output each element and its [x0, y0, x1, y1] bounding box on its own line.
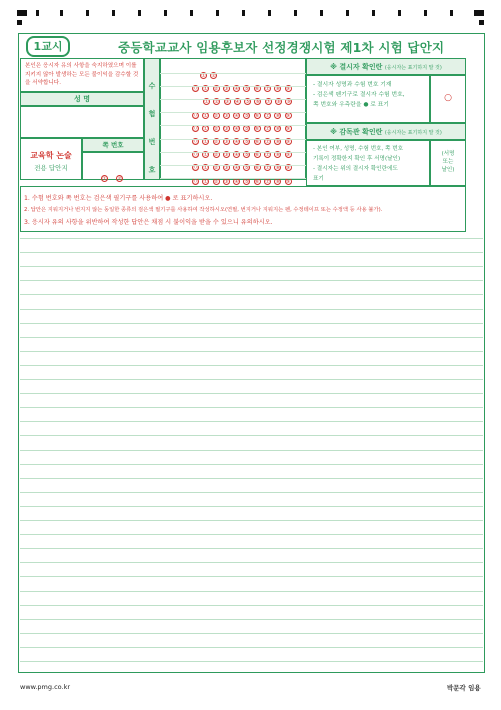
exam-digit-bubble[interactable]: ① — [203, 125, 209, 132]
answer-line — [20, 548, 483, 549]
answer-line — [20, 534, 483, 535]
exam-digit-bubble[interactable]: ③ — [224, 99, 230, 106]
absent-check-body — [306, 75, 430, 123]
exam-number-char-3: 번 — [148, 138, 156, 146]
answer-line — [20, 309, 483, 310]
answer-line — [20, 562, 483, 563]
answer-line — [20, 238, 483, 239]
exam-row-divider — [160, 165, 306, 166]
exam-digit-bubble[interactable]: ⑨ — [285, 178, 291, 185]
exam-digit-bubble[interactable]: ⓪ — [193, 165, 199, 172]
timing-mark-13 — [346, 10, 349, 16]
exam-digit-bubble[interactable]: ⑧ — [275, 125, 281, 132]
exam-row-divider — [160, 125, 306, 126]
exam-digit-bubble[interactable]: ① — [204, 99, 209, 106]
exam-digit-bubble[interactable]: ⑦ — [265, 125, 270, 132]
timing-mark-8 — [216, 10, 219, 16]
exam-digit-bubble[interactable]: ⑨ — [285, 125, 291, 132]
exam-digit-bubble[interactable]: ⑥ — [255, 125, 260, 132]
exam-digit-bubble[interactable]: ⑤ — [244, 178, 250, 185]
subject-title: 교육학 논술 — [30, 151, 72, 160]
exam-row-divider — [160, 152, 306, 153]
exam-digit-bubble[interactable]: ⑥ — [255, 99, 261, 106]
timing-mark-9 — [242, 10, 245, 16]
absent-item-2: - 검은색 펜기구로 결시자 수험 번호, — [313, 92, 405, 98]
exam-digit-bubble[interactable]: ⑨ — [285, 86, 291, 93]
exam-digit-bubble[interactable]: ② — [214, 99, 220, 106]
answer-line — [20, 379, 483, 380]
timing-mark-right — [474, 10, 484, 16]
exam-digit-bubble[interactable]: ① — [203, 152, 209, 159]
exam-digit-bubble[interactable]: ④ — [234, 152, 239, 159]
exam-digit-bubble[interactable]: ④ — [235, 99, 240, 106]
exam-row-divider — [160, 99, 306, 100]
exam-digit-bubble[interactable]: ⑧ — [275, 86, 281, 93]
exam-digit-bubble[interactable]: ④ — [234, 86, 239, 93]
exam-digit-bubble[interactable]: ⓪ — [193, 86, 199, 93]
exam-number-char-2: 험 — [148, 110, 156, 118]
supervisor-item-3: - 결시자는 위의 결시자 확인란에도 — [313, 166, 398, 172]
exam-row-divider — [160, 178, 306, 179]
exam-digit-row-9 — [192, 168, 295, 187]
exam-digit-bubble[interactable]: ① — [203, 165, 209, 172]
exam-digit-bubble[interactable]: ③ — [224, 178, 229, 185]
exam-digit-bubble[interactable]: ⑤ — [244, 125, 250, 132]
exam-digit-bubble[interactable]: ⑤ — [244, 152, 250, 159]
exam-digit-bubble[interactable]: ⑦ — [265, 112, 270, 119]
name-label: 성 명 — [20, 92, 144, 106]
footer-url: www.pmg.co.kr — [20, 683, 71, 691]
answer-line — [20, 407, 483, 408]
exam-digit-bubble[interactable]: ⑧ — [275, 139, 281, 145]
answer-line — [20, 661, 483, 662]
timing-mark-7 — [190, 10, 193, 16]
exam-digit-bubble[interactable]: ① — [203, 112, 209, 119]
exam-digit-bubble[interactable]: ⑤ — [244, 112, 250, 119]
absent-item-3: 쪽 번호와 우측란을 ● 로 표기 — [313, 102, 389, 108]
exam-row-divider — [160, 112, 306, 113]
supervisor-item-1: - 본인 여부, 성명, 수험 번호, 쪽 번호 — [313, 146, 404, 152]
answer-line — [20, 435, 483, 436]
exam-digit-bubble[interactable]: ② — [213, 125, 219, 132]
corner-mark-tl — [17, 20, 22, 25]
timing-mark-11 — [294, 10, 297, 16]
timing-mark-5 — [138, 10, 141, 16]
timing-mark-1 — [36, 10, 39, 16]
exam-digit-bubble[interactable]: ⑨ — [285, 139, 291, 145]
exam-digit-bubble[interactable]: ② — [213, 152, 219, 159]
answer-line — [20, 266, 483, 267]
exam-digit-bubble[interactable]: ⑦ — [265, 86, 270, 93]
exam-digit-bubble[interactable]: ⑦ — [265, 139, 270, 145]
exam-number-label — [144, 58, 160, 180]
timing-mark-2 — [60, 10, 63, 16]
exam-digit-bubble[interactable]: ⓪ — [193, 125, 199, 132]
timing-mark-14 — [372, 10, 375, 16]
timing-mark-16 — [424, 10, 427, 16]
answer-line — [20, 633, 483, 634]
exam-row-divider — [160, 73, 306, 74]
exam-digit-bubble[interactable]: ⑧ — [275, 152, 281, 159]
timing-mark-17 — [450, 10, 453, 16]
timing-mark-12 — [320, 10, 323, 16]
exam-row-divider — [160, 86, 306, 87]
exam-digit-bubble[interactable]: ⑧ — [276, 99, 281, 106]
exam-digit-bubble[interactable]: ⑥ — [255, 139, 260, 145]
exam-digit-bubble[interactable]: ⑧ — [275, 165, 281, 172]
exam-digit-bubble[interactable]: ⑥ — [255, 178, 260, 185]
exam-digit-bubble[interactable]: ④ — [234, 178, 239, 185]
exam-digit-bubble[interactable]: ⑤ — [244, 165, 250, 172]
exam-digit-bubble[interactable]: ③ — [224, 112, 229, 119]
page-option-1[interactable]: ① — [102, 176, 107, 182]
exam-digit-bubble[interactable]: ② — [213, 139, 219, 145]
answer-line — [20, 351, 483, 352]
exam-digit-bubble[interactable]: ⑧ — [275, 178, 281, 185]
exam-digit-bubble[interactable]: ② — [213, 165, 219, 172]
footer-brand-logo: 박문각 임용 — [447, 684, 481, 692]
page-option-2[interactable]: ② — [117, 176, 123, 182]
exam-digit-bubble[interactable]: ③ — [224, 152, 229, 159]
exam-digit-bubble[interactable]: ① — [203, 178, 209, 185]
answer-line — [20, 252, 483, 253]
exam-digit-bubble[interactable]: ⓪ — [193, 139, 199, 145]
answer-line — [20, 393, 483, 394]
supervisor-item-4: 표기 — [313, 176, 324, 182]
exam-digit-bubble[interactable]: ⑨ — [285, 152, 291, 159]
page-number-label: 쪽 번호 — [82, 138, 144, 152]
exam-digit-bubble[interactable]: ⑦ — [266, 99, 271, 106]
exam-digit-bubble[interactable]: ④ — [234, 165, 239, 172]
exam-digit-bubble[interactable]: ⑨ — [285, 112, 291, 119]
exam-digit-bubble[interactable]: ① — [203, 86, 209, 93]
absent-mark-circle[interactable]: ○ — [444, 93, 452, 103]
exam-digit-bubble[interactable]: ② — [211, 73, 217, 79]
answer-line — [20, 450, 483, 451]
exam-digit-bubble[interactable]: ⓪ — [193, 152, 199, 159]
timing-mark-3 — [86, 10, 89, 16]
exam-digit-bubble[interactable]: ⓪ — [193, 178, 199, 185]
absent-check-sub: (응시자는 표기하지 말 것) — [384, 65, 442, 71]
exam-digit-bubble[interactable]: ③ — [224, 86, 229, 93]
exam-digit-bubble[interactable]: ① — [203, 139, 209, 145]
exam-digit-bubble[interactable]: ① — [201, 73, 206, 79]
exam-row-divider — [160, 139, 306, 140]
answer-line — [20, 520, 483, 521]
exam-digit-bubble[interactable]: ② — [213, 86, 219, 93]
answer-line — [20, 478, 483, 479]
exam-digit-bubble[interactable]: ③ — [224, 125, 229, 132]
supervisor-check-title: ※ 감독관 확인란 — [330, 128, 383, 136]
exam-digit-bubble[interactable]: ⑤ — [244, 139, 250, 145]
answer-line — [20, 294, 483, 295]
answer-line — [20, 323, 483, 324]
answer-line — [20, 591, 483, 592]
exam-number-char-4: 호 — [148, 166, 156, 174]
exam-digit-bubble[interactable]: ⑥ — [255, 86, 260, 93]
supervisor-check-body — [306, 140, 430, 186]
supervisor-check-sub: (응시자는 표기하지 말 것) — [384, 130, 442, 136]
exam-digit-bubble[interactable]: ⑨ — [285, 165, 291, 172]
instruction-3: 3. 응시자 유의 사항을 위반하여 작성한 답안은 채점 시 불이익을 받을 수 있으니 유의하시오. — [24, 219, 273, 226]
exam-digit-bubble[interactable]: ④ — [234, 112, 239, 119]
absent-check-header — [306, 58, 466, 75]
instruction-1: 1. 수험 번호와 쪽 번호는 검은색 필기구를 사용하여 ● 로 표기하시오. — [24, 195, 213, 202]
exam-digit-bubble[interactable]: ⑦ — [265, 152, 270, 159]
answer-line — [20, 605, 483, 606]
absent-item-1: - 결시자 성명과 수험 번호 기재 — [313, 82, 392, 88]
absent-check-title: ※ 결시자 확인란 — [330, 63, 383, 71]
answer-line — [20, 365, 483, 366]
pledge-notice: 본인은 응시자 유의 사항을 숙지하였으며 이를 지키지 않아 발생하는 모든 불이익을 감수할 것을 서약합니다. — [25, 63, 139, 86]
corner-mark-tr — [479, 20, 484, 25]
exam-digit-bubble[interactable]: ② — [213, 112, 219, 119]
supervisor-check-header — [306, 123, 466, 140]
exam-digit-bubble[interactable]: ⓪ — [193, 112, 199, 119]
exam-digit-bubble[interactable]: ⑦ — [265, 178, 270, 185]
exam-digit-bubble[interactable]: ⑤ — [245, 99, 250, 106]
answer-line — [20, 647, 483, 648]
exam-digit-bubble[interactable]: ③ — [224, 165, 229, 172]
answer-line — [20, 492, 483, 493]
exam-digit-bubble[interactable]: ⑥ — [255, 112, 260, 119]
exam-digit-bubble[interactable]: ⑥ — [255, 165, 260, 172]
answer-line — [20, 280, 483, 281]
exam-digit-bubble[interactable]: ⑥ — [255, 152, 260, 159]
answer-line — [20, 576, 483, 577]
period-badge: 1교시 — [26, 36, 70, 57]
exam-digit-bubble[interactable]: ④ — [234, 139, 239, 145]
instruction-2: 2. 답안은 지워지거나 번지지 않는 동일한 종류의 검은색 필기구를 사용하여 작성하시오(연필, 번지거나 지워지는 펜, 수정테이프 또는 수정액 등 사용 불가). — [24, 207, 383, 213]
supervisor-sign-label[interactable]: (서명 또는 날인) — [441, 151, 455, 173]
timing-mark-15 — [398, 10, 401, 16]
exam-digit-bubble[interactable]: ③ — [224, 139, 229, 145]
timing-mark-4 — [112, 10, 115, 16]
timing-mark-10 — [268, 10, 271, 16]
supervisor-item-2: 기록이 정확한지 확인 후 서명(날인) — [313, 156, 401, 162]
answer-line — [20, 619, 483, 620]
answer-line — [20, 464, 483, 465]
answer-line — [20, 337, 483, 338]
exam-digit-bubble[interactable]: ④ — [234, 125, 239, 132]
exam-digit-bubble[interactable]: ⑧ — [275, 112, 281, 119]
exam-digit-bubble[interactable]: ⑦ — [265, 165, 270, 172]
sheet-title: 중등학교교사 임용후보자 선정경쟁시험 제1차 시험 답안지 — [118, 40, 445, 55]
answer-line — [20, 506, 483, 507]
exam-digit-bubble[interactable]: ⑤ — [244, 86, 250, 93]
answer-line — [20, 421, 483, 422]
exam-digit-bubble[interactable]: ② — [213, 178, 219, 185]
exam-digit-bubble[interactable]: ⑨ — [286, 99, 292, 106]
timing-mark-6 — [164, 10, 167, 16]
exam-number-char-1: 수 — [148, 82, 156, 90]
timing-mark-left — [17, 10, 27, 16]
subject-subtitle: 전용 답안지 — [34, 164, 68, 172]
name-field[interactable] — [20, 106, 144, 138]
